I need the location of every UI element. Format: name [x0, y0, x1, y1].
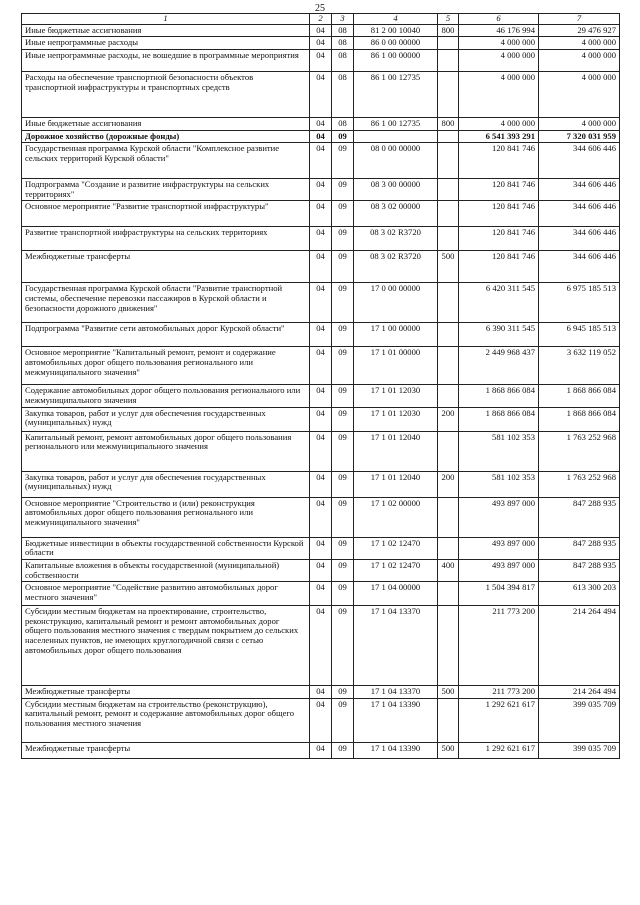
target-article-code: 17 1 01 12040 — [354, 471, 438, 497]
section-code: 04 — [310, 497, 332, 537]
expense-type-code: 200 — [438, 407, 459, 431]
amount-year-2: 1 763 252 968 — [539, 431, 620, 471]
budget-item-name: Дорожное хозяйство (дорожные фонды) — [22, 130, 310, 143]
amount-year-1: 2 449 968 437 — [459, 347, 539, 385]
table-row — [22, 71, 620, 117]
target-article-code: 81 2 00 10040 — [354, 24, 438, 37]
budget-item-name: Государственная программа Курской области "Комплексное развитие сельских территорий Курской области" — [22, 143, 310, 179]
budget-item-name: Основное мероприятие "Строительство и (или) реконструкция автомобильных дорог общего пользования регионального или межмуниципального значения" — [22, 497, 310, 537]
budget-item-name: Межбюджетные трансферты — [22, 686, 310, 699]
table-row — [22, 323, 620, 347]
table-row — [22, 49, 620, 71]
subsection-code: 09 — [332, 686, 354, 699]
column-number: 7 — [539, 14, 620, 25]
table-row — [22, 143, 620, 179]
expense-type-code: 500 — [438, 742, 459, 758]
expense-type-code: 400 — [438, 559, 459, 581]
expense-type-code — [438, 698, 459, 742]
amount-year-1: 4 000 000 — [459, 49, 539, 71]
budget-item-name: Подпрограмма "Создание и развитие инфраструктуры на сельских территориях" — [22, 179, 310, 201]
amount-year-1: 4 000 000 — [459, 71, 539, 117]
expense-type-code — [438, 71, 459, 117]
section-code: 04 — [310, 407, 332, 431]
amount-year-1: 211 773 200 — [459, 606, 539, 686]
subsection-code: 09 — [332, 143, 354, 179]
budget-item-name: Субсидии местным бюджетам на проектирование, строительство, реконструкцию, капитальный ремонт и ремонт автомобильных дорог общего пользования местного значения с твердым покрытием до сельских населенных пунктов, не имеющих круглогодичной связи с сетью автомобильных дорог общего пользования — [22, 606, 310, 686]
table-row — [22, 347, 620, 385]
amount-year-2: 4 000 000 — [539, 117, 620, 130]
expense-type-code — [438, 179, 459, 201]
amount-year-1: 493 897 000 — [459, 559, 539, 581]
target-article-code: 86 1 00 12735 — [354, 117, 438, 130]
subsection-code: 09 — [332, 471, 354, 497]
expense-type-code: 800 — [438, 24, 459, 37]
expense-type-code: 500 — [438, 686, 459, 699]
target-article-code: 08 0 00 00000 — [354, 143, 438, 179]
table-row — [22, 227, 620, 251]
amount-year-1: 211 773 200 — [459, 686, 539, 699]
budget-item-name: Государственная программа Курской области "Развитие транспортной системы, обеспечение перевозки пассажиров в Курской области и безопасности дорожного движения" — [22, 283, 310, 323]
expense-type-code — [438, 582, 459, 606]
subsection-code: 08 — [332, 117, 354, 130]
target-article-code: 17 1 02 12470 — [354, 559, 438, 581]
table-row — [22, 537, 620, 559]
section-code: 04 — [310, 227, 332, 251]
budget-item-name: Иные бюджетные ассигнования — [22, 24, 310, 37]
amount-year-2: 3 632 119 052 — [539, 347, 620, 385]
table-row — [22, 407, 620, 431]
table-row — [22, 251, 620, 283]
subsection-code: 09 — [332, 201, 354, 227]
amount-year-2: 7 320 031 959 — [539, 130, 620, 143]
amount-year-1: 6 390 311 545 — [459, 323, 539, 347]
subsection-code: 09 — [332, 742, 354, 758]
expense-type-code — [438, 283, 459, 323]
table-row — [22, 37, 620, 50]
subsection-code: 09 — [332, 582, 354, 606]
amount-year-1: 120 841 746 — [459, 201, 539, 227]
page-number: 25 — [315, 3, 325, 14]
amount-year-1: 1 292 621 617 — [459, 742, 539, 758]
expense-type-code — [438, 606, 459, 686]
amount-year-2: 29 476 927 — [539, 24, 620, 37]
expense-type-code — [438, 227, 459, 251]
section-code: 04 — [310, 606, 332, 686]
amount-year-2: 1 763 252 968 — [539, 471, 620, 497]
amount-year-2: 4 000 000 — [539, 37, 620, 50]
subsection-code: 09 — [332, 431, 354, 471]
budget-item-name: Субсидии местным бюджетам на строительство (реконструкцию), капитальный ремонт, ремонт и содержание автомобильных дорог общего пользования местного значения — [22, 698, 310, 742]
column-number: 6 — [459, 14, 539, 25]
budget-item-name: Капитальные вложения в объекты государственной (муниципальной) собственности — [22, 559, 310, 581]
section-code: 04 — [310, 742, 332, 758]
amount-year-2: 847 288 935 — [539, 497, 620, 537]
subsection-code: 09 — [332, 698, 354, 742]
expense-type-code — [438, 347, 459, 385]
table-row — [22, 385, 620, 407]
budget-item-name: Подпрограмма "Развитие сети автомобильных дорог Курской области" — [22, 323, 310, 347]
column-number: 4 — [354, 14, 438, 25]
amount-year-2: 344 606 446 — [539, 201, 620, 227]
amount-year-2: 399 035 709 — [539, 742, 620, 758]
column-number: 2 — [310, 14, 332, 25]
budget-item-name: Межбюджетные трансферты — [22, 251, 310, 283]
section-code: 04 — [310, 37, 332, 50]
target-article-code: 08 3 02 R3720 — [354, 227, 438, 251]
table-row — [22, 559, 620, 581]
budget-item-name: Развитие транспортной инфраструктуры на сельских территориях — [22, 227, 310, 251]
subsection-code: 09 — [332, 385, 354, 407]
section-code: 04 — [310, 130, 332, 143]
table-body — [22, 24, 620, 758]
expense-type-code: 500 — [438, 251, 459, 283]
amount-year-1: 1 868 866 084 — [459, 407, 539, 431]
table-row — [22, 686, 620, 699]
section-code: 04 — [310, 283, 332, 323]
section-code: 04 — [310, 49, 332, 71]
subsection-code: 08 — [332, 71, 354, 117]
subsection-code: 09 — [332, 179, 354, 201]
budget-item-name: Иные бюджетные ассигнования — [22, 117, 310, 130]
target-article-code — [354, 130, 438, 143]
table-row — [22, 431, 620, 471]
budget-item-name: Основное мероприятие "Содействие развитию автомобильных дорог местного значения" — [22, 582, 310, 606]
amount-year-2: 4 000 000 — [539, 49, 620, 71]
amount-year-2: 344 606 446 — [539, 179, 620, 201]
subsection-code: 09 — [332, 323, 354, 347]
budget-item-name: Расходы на обеспечение транспортной безопасности объектов транспортной инфраструктуры и транспортных средств — [22, 71, 310, 117]
budget-item-name: Основное мероприятие "Развитие транспортной инфраструктуры" — [22, 201, 310, 227]
amount-year-2: 6 975 185 513 — [539, 283, 620, 323]
target-article-code: 17 1 01 00000 — [354, 347, 438, 385]
table-row — [22, 201, 620, 227]
column-number: 1 — [22, 14, 310, 25]
subsection-code: 09 — [332, 347, 354, 385]
amount-year-1: 493 897 000 — [459, 537, 539, 559]
target-article-code: 17 1 04 00000 — [354, 582, 438, 606]
amount-year-1: 4 000 000 — [459, 37, 539, 50]
amount-year-1: 46 176 994 — [459, 24, 539, 37]
subsection-code: 09 — [332, 227, 354, 251]
target-article-code: 17 0 00 00000 — [354, 283, 438, 323]
section-code: 04 — [310, 686, 332, 699]
expense-type-code — [438, 537, 459, 559]
target-article-code: 17 1 01 12040 — [354, 431, 438, 471]
amount-year-2: 344 606 446 — [539, 227, 620, 251]
amount-year-2: 399 035 709 — [539, 698, 620, 742]
amount-year-2: 344 606 446 — [539, 251, 620, 283]
amount-year-1: 4 000 000 — [459, 117, 539, 130]
amount-year-1: 120 841 746 — [459, 143, 539, 179]
section-code: 04 — [310, 431, 332, 471]
section-code: 04 — [310, 201, 332, 227]
amount-year-1: 120 841 746 — [459, 227, 539, 251]
section-code: 04 — [310, 71, 332, 117]
subsection-code: 08 — [332, 49, 354, 71]
amount-year-1: 120 841 746 — [459, 179, 539, 201]
amount-year-2: 6 945 185 513 — [539, 323, 620, 347]
expense-type-code — [438, 143, 459, 179]
subsection-code: 09 — [332, 537, 354, 559]
target-article-code: 17 1 04 13370 — [354, 606, 438, 686]
target-article-code: 08 3 00 00000 — [354, 179, 438, 201]
section-code: 04 — [310, 24, 332, 37]
budget-item-name: Основное мероприятие "Капитальный ремонт, ремонт и содержание автомобильных дорог общего пользования регионального или межмуниципального значения" — [22, 347, 310, 385]
amount-year-1: 6 541 393 291 — [459, 130, 539, 143]
expense-type-code: 200 — [438, 471, 459, 497]
target-article-code: 17 1 04 13370 — [354, 686, 438, 699]
section-code: 04 — [310, 323, 332, 347]
table-row — [22, 24, 620, 37]
target-article-code: 17 1 00 00000 — [354, 323, 438, 347]
amount-year-1: 581 102 353 — [459, 431, 539, 471]
column-number: 3 — [332, 14, 354, 25]
table-row — [22, 130, 620, 143]
budget-item-name: Бюджетные инвестиции в объекты государственной собственности Курской области — [22, 537, 310, 559]
table-row — [22, 179, 620, 201]
amount-year-1: 120 841 746 — [459, 251, 539, 283]
target-article-code: 17 1 02 12470 — [354, 537, 438, 559]
budget-table — [21, 13, 620, 759]
subsection-code: 09 — [332, 559, 354, 581]
budget-item-name: Содержание автомобильных дорог общего пользования регионального или межмуниципального значения — [22, 385, 310, 407]
amount-year-2: 4 000 000 — [539, 71, 620, 117]
subsection-code: 08 — [332, 37, 354, 50]
amount-year-1: 581 102 353 — [459, 471, 539, 497]
expense-type-code — [438, 323, 459, 347]
target-article-code: 08 3 02 R3720 — [354, 251, 438, 283]
section-code: 04 — [310, 537, 332, 559]
expense-type-code — [438, 385, 459, 407]
subsection-code: 09 — [332, 606, 354, 686]
amount-year-2: 1 868 866 084 — [539, 407, 620, 431]
table-row — [22, 497, 620, 537]
table-row — [22, 606, 620, 686]
amount-year-2: 214 264 494 — [539, 606, 620, 686]
section-code: 04 — [310, 582, 332, 606]
table-row — [22, 283, 620, 323]
section-code: 04 — [310, 143, 332, 179]
subsection-code: 09 — [332, 251, 354, 283]
amount-year-1: 1 504 394 817 — [459, 582, 539, 606]
target-article-code: 17 1 01 12030 — [354, 407, 438, 431]
section-code: 04 — [310, 117, 332, 130]
target-article-code: 17 1 04 13390 — [354, 742, 438, 758]
column-number: 5 — [438, 14, 459, 25]
section-code: 04 — [310, 698, 332, 742]
expense-type-code — [438, 37, 459, 50]
subsection-code: 09 — [332, 130, 354, 143]
budget-item-name: Межбюджетные трансферты — [22, 742, 310, 758]
target-article-code: 86 1 00 12735 — [354, 71, 438, 117]
amount-year-2: 847 288 935 — [539, 537, 620, 559]
section-code: 04 — [310, 385, 332, 407]
expense-type-code — [438, 431, 459, 471]
section-code: 04 — [310, 179, 332, 201]
amount-year-2: 847 288 935 — [539, 559, 620, 581]
expense-type-code — [438, 201, 459, 227]
budget-item-name: Закупка товаров, работ и услуг для обеспечения государственных (муниципальных) нужд — [22, 471, 310, 497]
amount-year-1: 1 292 621 617 — [459, 698, 539, 742]
amount-year-1: 6 420 311 545 — [459, 283, 539, 323]
section-code: 04 — [310, 251, 332, 283]
amount-year-2: 344 606 446 — [539, 143, 620, 179]
table-row — [22, 471, 620, 497]
subsection-code: 08 — [332, 24, 354, 37]
section-code: 04 — [310, 559, 332, 581]
subsection-code: 09 — [332, 283, 354, 323]
expense-type-code: 800 — [438, 117, 459, 130]
column-number-row — [22, 14, 620, 25]
table-row — [22, 698, 620, 742]
section-code: 04 — [310, 471, 332, 497]
target-article-code: 86 0 00 00000 — [354, 37, 438, 50]
budget-item-name: Закупка товаров, работ и услуг для обеспечения государственных (муниципальных) нужд — [22, 407, 310, 431]
expense-type-code — [438, 130, 459, 143]
amount-year-2: 1 868 866 084 — [539, 385, 620, 407]
target-article-code: 17 1 01 12030 — [354, 385, 438, 407]
target-article-code: 17 1 04 13390 — [354, 698, 438, 742]
table-row — [22, 117, 620, 130]
subsection-code: 09 — [332, 497, 354, 537]
expense-type-code — [438, 497, 459, 537]
budget-item-name: Иные непрограммные расходы — [22, 37, 310, 50]
target-article-code: 08 3 02 00000 — [354, 201, 438, 227]
amount-year-1: 493 897 000 — [459, 497, 539, 537]
subsection-code: 09 — [332, 407, 354, 431]
budget-item-name: Иные непрограммные расходы, не вошедшие в программные мероприятия — [22, 49, 310, 71]
table-row — [22, 742, 620, 758]
budget-item-name: Капитальный ремонт, ремонт автомобильных дорог общего пользования регионального или межмуниципального значения — [22, 431, 310, 471]
expense-type-code — [438, 49, 459, 71]
table-row — [22, 582, 620, 606]
amount-year-1: 1 868 866 084 — [459, 385, 539, 407]
target-article-code: 17 1 02 00000 — [354, 497, 438, 537]
section-code: 04 — [310, 347, 332, 385]
amount-year-2: 613 300 203 — [539, 582, 620, 606]
amount-year-2: 214 264 494 — [539, 686, 620, 699]
target-article-code: 86 1 00 00000 — [354, 49, 438, 71]
